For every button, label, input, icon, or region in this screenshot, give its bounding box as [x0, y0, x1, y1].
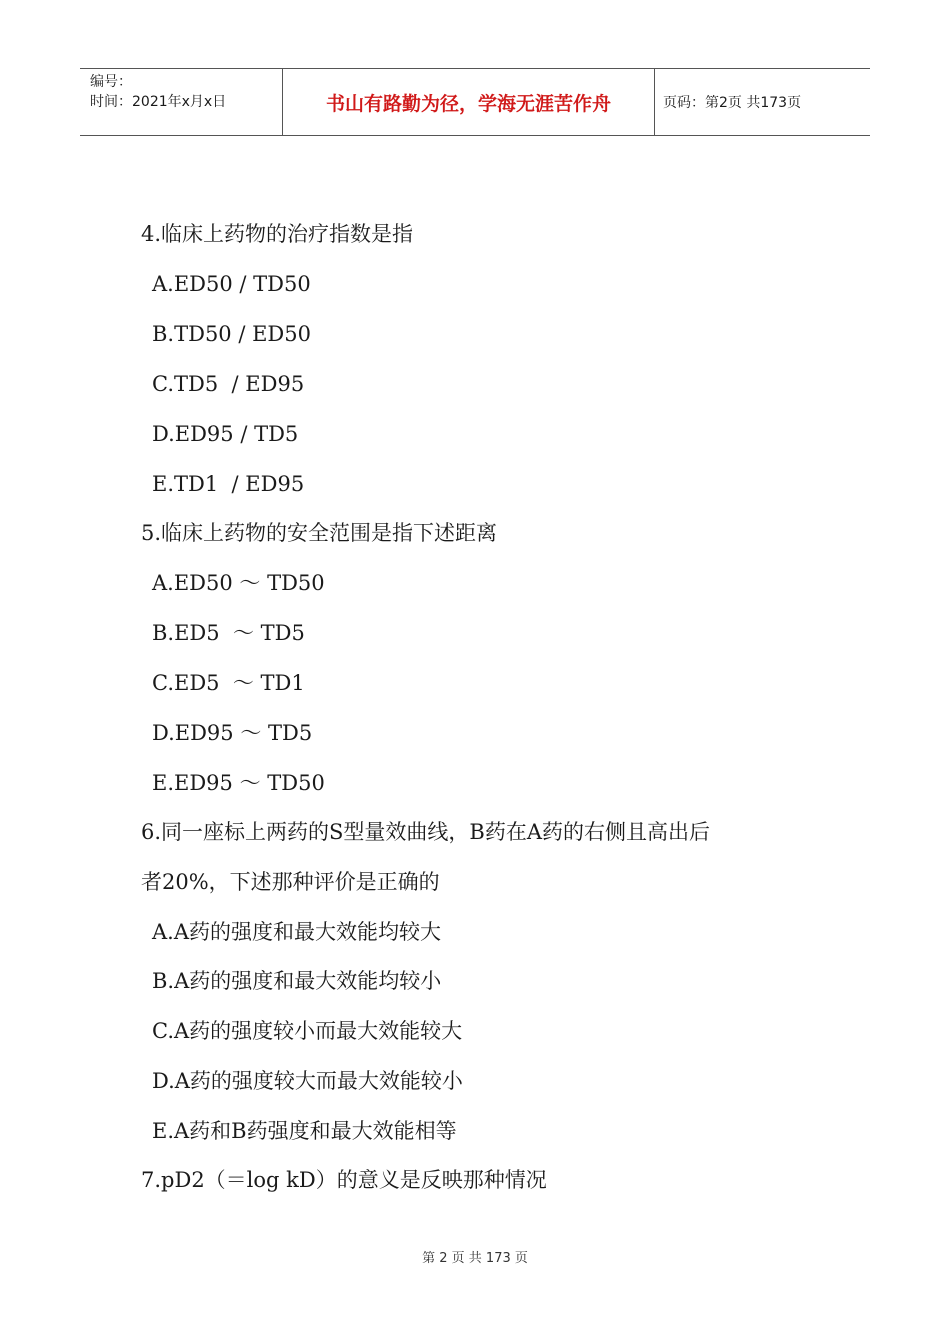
header-meta	[80, 69, 283, 135]
question-stem: 7.pD2（＝log kD）的意义是反映那种情况	[141, 1168, 547, 1192]
question-option: E.TD1 / ED95	[152, 472, 305, 496]
question-option: A.ED50 / TD50	[152, 272, 311, 296]
question-stem: 4.临床上药物的治疗指数是指	[141, 222, 414, 246]
document-date: 时间：2021年x月x日	[90, 94, 227, 110]
question-stem: 5.临床上药物的安全范围是指下述距离	[141, 521, 498, 545]
question-option: E.A药和B药强度和最大效能相等	[152, 1119, 457, 1143]
header-page-info: 页码：第2页 共173页	[663, 95, 802, 111]
header-motto: 书山有路勤为径，学海无涯苦作舟	[283, 69, 655, 135]
document-number-label: 编号：	[90, 74, 132, 90]
question-option: B.TD50 / ED50	[152, 322, 311, 346]
question-option: D.ED95 / TD5	[152, 422, 299, 446]
question-option: C.A药的强度较小而最大效能较大	[152, 1019, 463, 1043]
question-option: D.A药的强度较大而最大效能较小	[152, 1069, 463, 1093]
question-option: E.ED95 ～ TD50	[152, 771, 325, 795]
question-option: B.ED5 ～ TD5	[152, 621, 305, 645]
question-stem: 6.同一座标上两药的S型量效曲线，B药在A药的右侧且高出后	[141, 820, 711, 844]
question-option: A.A药的强度和最大效能均较大	[152, 920, 442, 944]
question-option: D.ED95 ～ TD5	[152, 721, 313, 745]
page-header	[80, 68, 870, 136]
question-option: A.ED50 ～ TD50	[152, 571, 325, 595]
question-option: C.ED5 ～ TD1	[152, 671, 305, 695]
page-footer: 第 2 页 共 173 页	[422, 1251, 528, 1266]
question-stem-continued: 者20%，下述那种评价是正确的	[141, 870, 440, 894]
question-option: C.TD5 / ED95	[152, 372, 305, 396]
question-option: B.A药的强度和最大效能均较小	[152, 969, 442, 993]
